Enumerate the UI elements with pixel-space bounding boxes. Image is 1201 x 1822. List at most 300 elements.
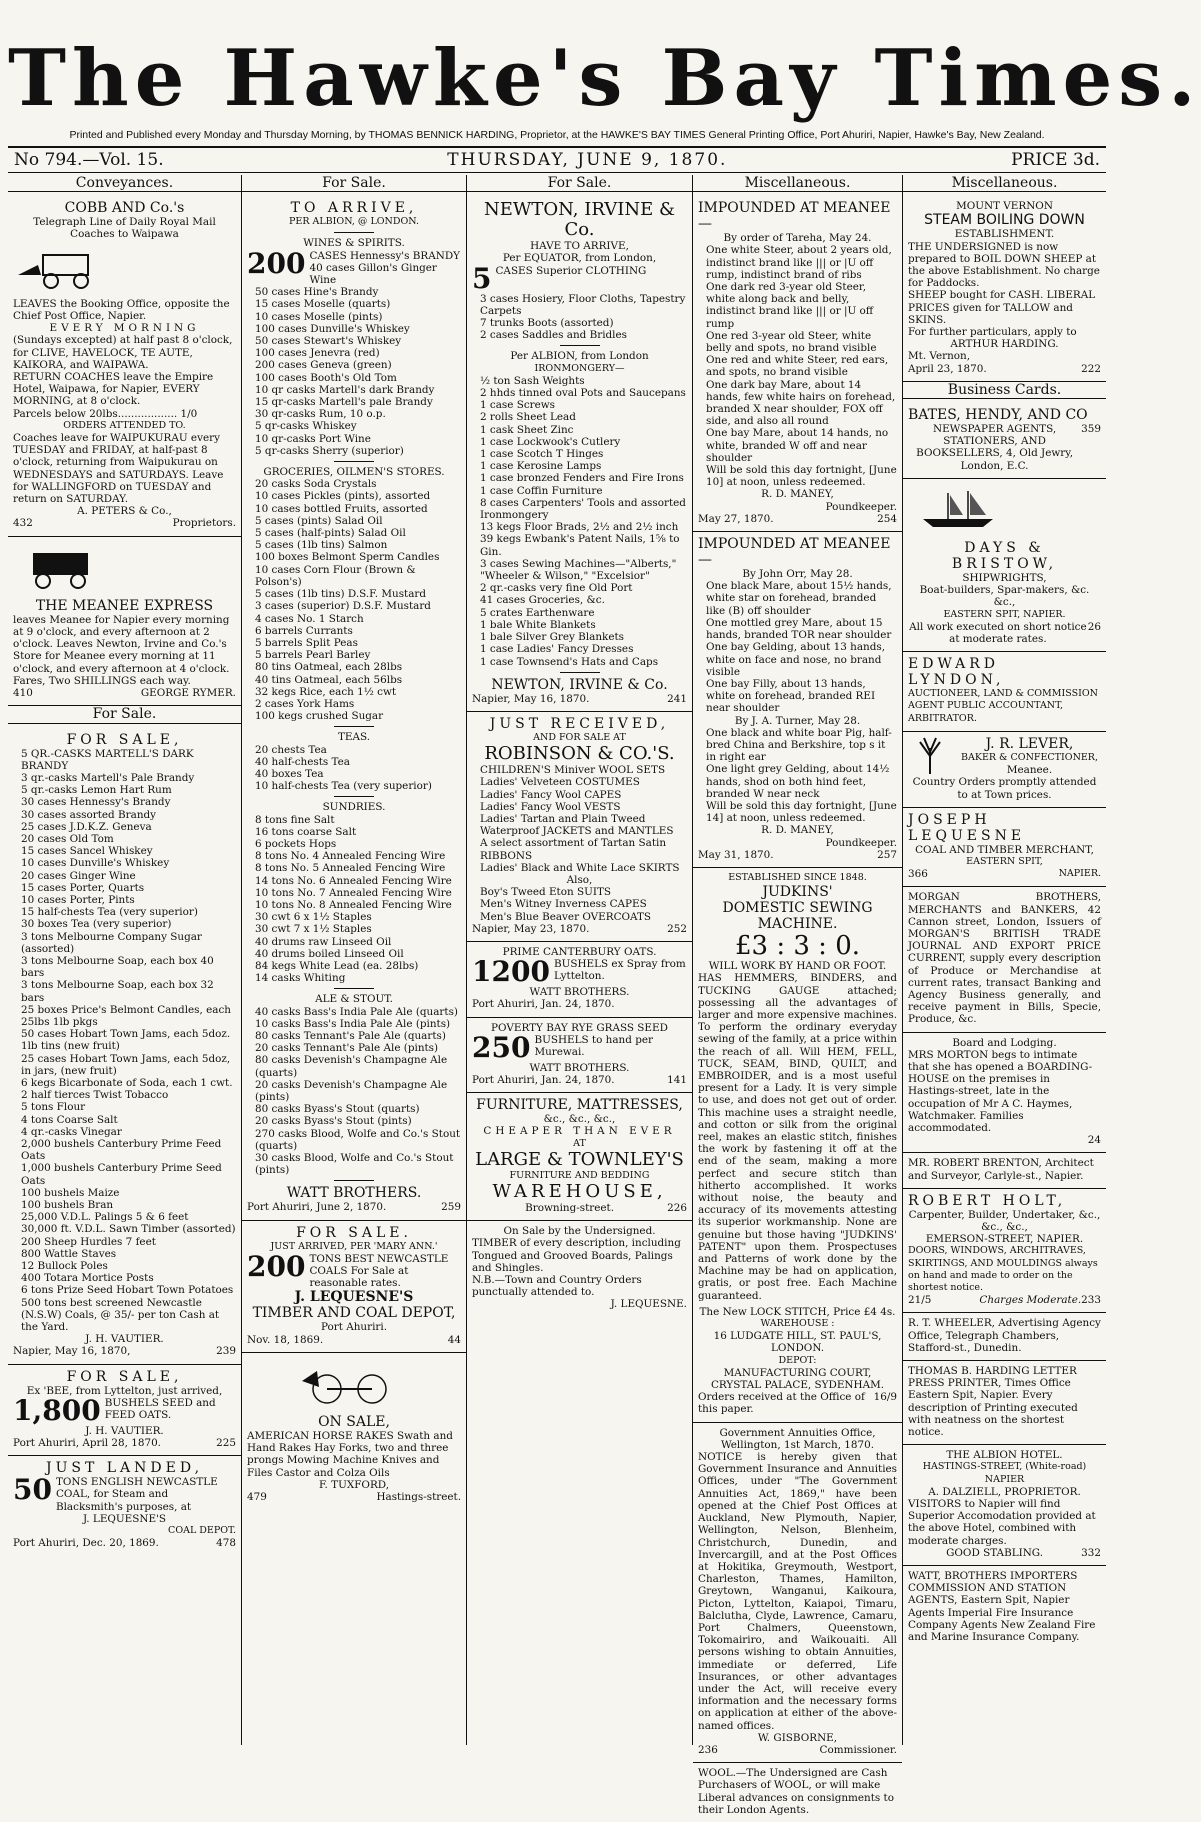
ad-text: ESTABLISHED SINCE 1848. — [728, 871, 867, 883]
ad-watt-brothers — [903, 1566, 1106, 1649]
coach-illustration-icon — [13, 245, 113, 291]
list-item: 10 cases Corn Flour (Brown & Polson's) — [255, 563, 416, 588]
ad-lever — [903, 732, 1106, 808]
list-item: 13 kegs Floor Brads, 2½ and 2½ inch — [480, 521, 679, 534]
ad-footer — [908, 621, 1101, 645]
ad-heading: J. R. LEVER, — [985, 735, 1074, 752]
item-list — [472, 886, 687, 923]
ad-date: Port Ahuriri, Jan. 24, 1870. — [472, 998, 615, 1011]
newspaper-title: The Hawke's Bay Times. — [8, 33, 1201, 124]
list-item: CHILDREN'S Miniver WOOL SETS — [480, 764, 666, 777]
list-item: 800 Wattle Staves — [21, 1247, 117, 1260]
ad-text: 16 LUDGATE HILL, ST. PAUL'S, LONDON. — [713, 1330, 882, 1355]
ad-number: 236 — [698, 1743, 718, 1756]
ad-heading: FOR SALE, — [66, 1368, 183, 1385]
ad-text: EVERY MORNING — [49, 322, 200, 335]
ad-text: BUSHELS ex Spray from Lyttelton. — [553, 958, 686, 983]
list-item: 270 casks Blood, Wolfe and Co.'s Stout (quarts) — [255, 1127, 461, 1152]
list-item: 20 cases Old Tom — [21, 832, 114, 845]
ad-signature: Hastings-street. — [376, 1491, 461, 1504]
ad-text: By J. A. Turner, May 28. — [734, 714, 861, 727]
ad-date: Port Ahuriri, June 2, 1870. — [247, 1201, 387, 1214]
list-item: 39 kegs Ewbank's Patent Nails, 1⅝ to Gin. — [480, 533, 680, 558]
list-item: 5 barrels Split Peas — [255, 636, 358, 649]
ad-text: Per EQUATOR, from London, — [502, 252, 657, 265]
ad-date: Nov. 18, 1869. — [247, 1333, 324, 1346]
ad-footer — [908, 1547, 1101, 1559]
list-item: 5 barrels Pearl Barley — [255, 649, 371, 662]
ad-text: VISITORS to Napier will find Superior Accomodation provided at the above Hotel, combined with moderate charges. — [908, 1498, 1096, 1547]
list-item: 50 cases Hine's Brandy — [255, 286, 379, 299]
list-item: 2 rolls Sheet Lead — [480, 411, 576, 424]
ad-subheading: SHIPWRIGHTS, — [962, 572, 1047, 585]
masthead — [8, 0, 1201, 128]
firm-name: WAREHOUSE, — [492, 1180, 667, 1202]
ad-signature: J. LEQUESNE. — [610, 1298, 687, 1311]
list-item: 5 QR.-CASKS MARTELL'S DARK BRANDY — [21, 747, 194, 772]
list-item: 4 tons Coarse Salt — [21, 1113, 118, 1126]
list-item: 25,000 V.D.L. Palings 5 & 6 feet — [21, 1211, 189, 1224]
list-item: Boy's Tweed Eton SUITS — [480, 886, 611, 899]
ad-heading: FURNITURE, MATTRESSES, — [476, 1097, 683, 1114]
ad-text: By order of Tareha, May 24. — [723, 232, 872, 245]
ad-date: May 31, 1870. — [698, 848, 774, 861]
list-item: 1 cask Sheet Zinc — [480, 423, 574, 436]
list-item: 5 cases (half-pints) Salad Oil — [255, 527, 406, 540]
price: £3 : 3 : 0. — [734, 931, 860, 962]
issue-number: No 794.—Vol. 15. — [14, 150, 164, 170]
list-item: 80 tins Oatmeal, each 28lbs — [255, 661, 403, 674]
ad-date: Port Ahuriri, Dec. 20, 1869. — [13, 1537, 159, 1550]
list-item: ½ ton Sash Weights — [480, 374, 585, 387]
list-item: 16 tons coarse Salt — [255, 825, 357, 838]
list-item: 30 cases Hennessy's Brandy — [21, 796, 171, 809]
list-item: Men's Blue Beaver OVERCOATS — [480, 910, 652, 923]
ad-heading: THE MEANEE EXPRESS — [35, 597, 214, 614]
list-item: 14 casks Whiting — [255, 972, 346, 985]
list-item: 8 tons No. 5 Annealed Fencing Wire — [255, 862, 446, 875]
list-item: 40 casks Bass's India Pale Ale (quarts) — [255, 1005, 458, 1018]
firm-name: TIMBER AND COAL DEPOT, — [252, 1305, 456, 1322]
ad-lequesne-coals — [242, 1221, 466, 1353]
ad-number: 26 — [1087, 620, 1101, 633]
ad-brenton — [903, 1153, 1106, 1188]
ad-joseph-lequesne — [903, 808, 1106, 888]
ad-signature: Poundkeeper. — [825, 836, 897, 849]
list-item: 14 tons No. 6 Annealed Fencing Wire — [255, 874, 452, 887]
ad-wheeler — [903, 1313, 1106, 1361]
big-number: 1,800 — [13, 1393, 101, 1427]
list-item: 6 tons Prize Seed Hobart Town Potatoes — [21, 1284, 234, 1297]
list-item: 5 cases (pints) Salad Oil — [255, 514, 383, 527]
ad-signature: R. D. MANEY, — [761, 824, 834, 837]
list-item: Will be sold this day fortnight, [June 14] at noon, unless redeemed. — [706, 799, 897, 825]
ad-text: THE UNDERSIGNED is now prepared to BOIL DOWN SHEEP at the above Establishment. No charge for Paddocks. — [908, 240, 1100, 290]
ad-subheading: COAL AND TIMBER MERCHANT, — [915, 843, 1094, 856]
ad-number: 479 — [247, 1491, 267, 1504]
ad-heading: EDWARD LYNDON, — [908, 656, 1005, 689]
list-item: 15 cases Porter, Quarts — [21, 881, 145, 894]
ad-impounded-2 — [693, 532, 902, 868]
firm-name: LARGE & TOWNLEY'S — [475, 1148, 684, 1170]
list-item: 2 qr.-casks very fine Old Port — [480, 582, 633, 595]
ad-text: All work executed on short notice at moderate rates. — [909, 620, 1087, 646]
ad-signature: Commissioner. — [819, 1743, 897, 1756]
ad-signature: ARTHUR HARDING. — [950, 338, 1059, 351]
ad-subheading: AND FOR SALE AT — [533, 731, 626, 743]
list-item: 2 cases Saddles and Bridles — [480, 329, 627, 342]
list-item: 100 kegs crushed Sugar — [255, 710, 384, 723]
ad-heading: NEWTON, IRVINE & Co. — [484, 199, 675, 241]
ad-text: MRS MORTON begs to intimate that she has opened a BOARDING-HOUSE on the premises in Hastings-street, late in the occupation of Mr A C. Haymes, Watchmaker. Families accommodated. — [908, 1048, 1093, 1134]
ad-text: MANUFACTURING COURT, CRYSTAL PALACE, SYDENHAM. — [710, 1366, 885, 1392]
ad-text: WILL WORK BY HAND OR FOOT. — [708, 960, 887, 973]
ad-text: Port Ahuriri. — [320, 1321, 388, 1334]
list-item: 10 cases Pickles (pints), assorted — [255, 490, 431, 503]
big-number: 200 — [247, 1249, 306, 1283]
list-item: 10 half-chests Tea (very superior) — [255, 780, 432, 793]
ad-number: 252 — [667, 922, 687, 935]
ad-subheading: PER ALBION, @ LONDON. — [289, 216, 419, 228]
list-item: 10 qr-casks Port Wine — [255, 432, 371, 445]
list-item: 80 casks Byass's Stout (quarts) — [255, 1103, 420, 1116]
ad-subheading: JUST ARRIVED, PER 'MARY ANN.' — [270, 1240, 438, 1252]
ad-signature: COAL DEPOT. — [168, 1525, 236, 1537]
list-item: 1 case Townsend's Hats and Caps — [480, 655, 659, 668]
list-item: Ladies' Fancy Wool VESTS — [480, 800, 621, 813]
ad-wool — [693, 1763, 902, 1822]
list-item: A select assortment of Tartan Satin RIBBONS — [480, 837, 667, 862]
section-heading: For Sale. — [467, 175, 692, 192]
ad-morgan-brothers — [903, 887, 1106, 1032]
ad-signature: J. H. VAUTIER. — [85, 1424, 164, 1437]
ad-text: Coaches leave for WAIPUKURAU every TUESDAY and FRIDAY, at half-past 8 o'clock, returning from Waipukurau on WEDNESDAYS and SATURDAYS. Leave for WALLINGFORD on TUESDAY and return on SATURDAY. — [13, 432, 224, 506]
list-item: 1 case bronzed Fenders and Fire Irons — [480, 472, 684, 485]
ad-government-annuities — [693, 1423, 902, 1763]
ad-date: Mt. Vernon, — [908, 350, 971, 363]
big-number: 250 — [472, 1030, 531, 1064]
ad-heading: Government Annuities Office, — [719, 1426, 876, 1439]
list-item: 25 boxes Price's Belmont Candles, each 25lbs 1lb pkgs — [21, 1003, 231, 1028]
list-item: 3 tons Melbourne Soap, each box 40 bars — [21, 954, 214, 980]
ad-heading: STEAM BOILING DOWN — [924, 212, 1085, 229]
list-item: 40 tins Oatmeal, each 56lbs — [255, 673, 403, 686]
section-heading: Miscellaneous. — [903, 175, 1106, 192]
list-item: 40 boxes Tea — [255, 767, 324, 780]
list-item: 2 hhds tinned oval Pots and Saucepans — [480, 387, 686, 400]
list-item: 15 cases Sancel Whiskey — [21, 845, 153, 858]
item-list — [247, 1006, 461, 1177]
ad-signature: J. H. VAUTIER. — [85, 1333, 164, 1346]
list-item: One dark red 3-year old Steer, white along back and belly, indistinct brand like ||| or |U off rump — [706, 281, 874, 330]
list-item: 2,000 bushels Canterbury Prime Feed Oats — [21, 1138, 222, 1163]
ad-date: April 23, 1870. — [908, 362, 987, 375]
ad-text: TONS ENGLISH NEWCASTLE COAL, for Steam and Blacksmith's purposes, at — [55, 1476, 218, 1513]
list-item: 20 casks Devenish's Champagne Ale (pints) — [255, 1078, 448, 1104]
ad-text: EASTERN SPIT, NAPIER. — [943, 608, 1066, 620]
ad-number: 257 — [877, 848, 897, 861]
column-3 — [467, 175, 693, 1745]
ad-meanee-express — [8, 537, 241, 707]
list-item: 6 barrels Currants — [255, 624, 353, 637]
horse-rake-illustration-icon — [247, 1361, 447, 1407]
ad-lyndon — [903, 652, 1106, 732]
ad-text: CASES Superior CLOTHING — [495, 264, 647, 277]
big-number: 200 — [247, 246, 306, 280]
ad-text: AMERICAN HORSE RAKES Swath and Hand Rakes Hay Forks, two and three prongs Mowing Machine Knives and Files Castor and Colza Oils — [247, 1430, 453, 1479]
ad-harding — [903, 1361, 1106, 1445]
ad-albion-hotel — [903, 1445, 1106, 1566]
ad-heading: JUST LANDED, — [45, 1460, 204, 1477]
ad-number: 222 — [1081, 362, 1101, 375]
list-item: 30 cases assorted Brandy — [21, 808, 157, 821]
list-heading: WINES & SPIRITS. — [303, 237, 405, 250]
ad-footer — [698, 1744, 897, 1756]
list-item: One bay Filly, about 13 hands, white on forehead, branded REI near shoulder — [706, 677, 876, 715]
list-item: One red 3-year old Steer, white belly and spots, no brand visible — [706, 329, 877, 355]
list-item: 1 bale White Blankets — [480, 618, 596, 631]
ad-signature: F. TUXFORD, — [318, 1478, 390, 1491]
ad-text: AUCTIONEER, LAND & COMMISSION AGENT PUBLIC ACCOUNTANT, ARBITRATOR. — [908, 688, 1098, 724]
list-item: 32 kegs Rice, each 1½ cwt — [255, 685, 397, 698]
list-item: One white Steer, about 2 years old, indistinct brand like ||| or |U off rump, indistinct brand of ribs — [706, 244, 892, 281]
ad-cobb-coaches — [8, 196, 241, 536]
ad-text: Ex 'BEE, from Lyttelton, just arrived, — [26, 1384, 223, 1397]
list-item: 30,000 ft. V.D.L. Sawn Timber (assorted) — [21, 1223, 236, 1236]
ad-text: THOMAS B. HARDING LETTER PRESS PRINTER, Times Office Eastern Spit, Napier. Every description of Printing executed with neatness on the shortest notice. — [908, 1365, 1078, 1439]
list-item: 25 cases Hobart Town Jams, each 5doz, in jars, (new fruit) — [21, 1052, 231, 1077]
ad-footer — [13, 1345, 236, 1357]
ad-bates-hendy — [903, 403, 1106, 479]
ad-text: NOTICE is hereby given that Government Insurance and Annuities Offices, under "The Government Annuities Act, 1869," have been opened at the Chief Post Offices at Auckland, New Plymouth, Napier, Wellington, Nelson, Blenheim, Christchurch, Dunedin, and Invercargill, and at the Post Offices at Hokitika, Greymouth, Westport, Charleston, Thames, Hamilton, Greytown, Wanganui, Kaikoura, Picton, Lyttelton, Kaiapoi, Timaru, Balclutha, Clyde, Lawrence, Camaru, Port Chalmers, Queenstown, Tokomairiro, and Waikouaiti. All persons wishing to obtain Annuities, immediate or deferred, Life Insurances, or other advantages under the Act, will receive every information and the necessary forms on application at either of the above-named offices. — [698, 1451, 897, 1732]
list-item: 3 cases (superior) D.S.F. Mustard — [255, 600, 431, 613]
list-item: 40 half-chests Tea — [255, 755, 350, 768]
list-item: 3 cases Hosiery, Floor Cloths, Tapestry Carpets — [480, 292, 686, 317]
ad-text: MORGAN BROTHERS, MERCHANTS and BANKERS, 42 Cannon street, London, Issuers of MORGAN'S BRITISH TRADE JOURNAL AND EXPORT PRICE CURRENT, supply every description of Produce or Merchandise at current rates, transact Banking and Agency Business generally, and receive payment in Bills, Specie, Produce, &c. — [908, 891, 1101, 1026]
list-item: 10 qr casks Martell's dark Brandy — [255, 383, 435, 396]
ad-mount-vernon — [903, 196, 1106, 382]
ad-text: NAPIER. — [1058, 868, 1101, 880]
list-item: 15 qr-casks Martell's pale Brandy — [255, 396, 433, 409]
list-item: 3 tons Melbourne Company Sugar (assorted) — [21, 930, 202, 955]
section-heading: Business Cards. — [903, 382, 1106, 399]
ad-text: EASTERN SPIT, — [966, 855, 1043, 867]
ad-text: WOOL.—The Undersigned are Cash Purchasers of WOOL, or will make Liberal advances on consignments to their London Agents. — [698, 1767, 894, 1816]
ad-heading: JUST RECEIVED, — [489, 715, 670, 732]
ad-text: AT — [573, 1137, 586, 1149]
ad-vautier-sale — [8, 728, 241, 1365]
list-item: Ladies' Tartan and Plain Tweed Waterproof JACKETS and MANTLES — [480, 812, 674, 838]
ad-number: 225 — [216, 1437, 236, 1450]
ad-text: ORDERS ATTENDED TO. — [63, 419, 186, 431]
item-list — [247, 478, 461, 722]
ad-text: DEPOT: — [778, 1354, 817, 1366]
columns — [8, 175, 1106, 1816]
ad-number: 233 — [1081, 1294, 1101, 1307]
big-number: 50 — [13, 1473, 52, 1507]
ad-text: Browning-street. — [525, 1201, 615, 1214]
list-item: 3 cases Sewing Machines—"Alberts," "Wheeler & Wilson," "Excelsior" — [480, 557, 677, 583]
ad-text: WATT, BROTHERS IMPORTERS COMMISSION AND STATION AGENTS, Eastern Spit, Napier Agents Imperial Fire Insurance Company Agents New Zealand Fire and Marine Insurance Company. — [908, 1570, 1096, 1644]
ad-heading: Board and Lodging. — [952, 1036, 1057, 1049]
ad-text: &c., &c., &c., — [543, 1113, 616, 1126]
list-item: 4 cases No. 1 Starch — [255, 612, 364, 625]
section-heading: For Sale. — [242, 175, 466, 192]
ad-text: Per ALBION, from London — [510, 350, 649, 363]
ad-subheading: Telegraph Line of Daily Royal Mail Coaches to Waipawa — [33, 216, 216, 241]
list-item: 400 Totara Mortice Posts — [21, 1272, 154, 1285]
ad-board-lodging — [903, 1033, 1106, 1154]
ad-number: 24 — [1087, 1134, 1101, 1147]
ad-number: 359 — [1081, 423, 1101, 436]
ad-text: RETURN COACHES leave the Empire Hotel, Waipawa, for Napier, EVERY MORNING, at 8 o'clock. — [13, 371, 214, 408]
list-item: 8 tons No. 4 Annealed Fencing Wire — [255, 850, 446, 863]
section-heading: For Sale. — [8, 706, 241, 723]
list-item: 25 cases J.D.K.Z. Geneva — [21, 820, 152, 833]
item-list — [472, 293, 687, 342]
ad-heading: On Sale by the Undersigned. — [503, 1225, 656, 1238]
item-list — [698, 580, 897, 714]
list-item: 10 cases bottled Fruits, assorted — [255, 502, 428, 515]
item-list — [247, 744, 461, 793]
list-item: 10 cases Porter, Pints — [21, 893, 135, 906]
ad-signature: WATT BROTHERS. — [529, 1061, 630, 1074]
list-item: 40 drums boiled Linseed Oil — [255, 947, 404, 960]
ad-number: 478 — [216, 1537, 236, 1550]
ad-heading: DAYS & BRISTOW, — [951, 540, 1058, 573]
ad-text: EMERSON-STREET, NAPIER. — [925, 1233, 1084, 1246]
ad-text: BUSHELS SEED and FEED OATS. — [104, 1396, 216, 1422]
ad-heading: THE ALBION HOTEL. — [946, 1449, 1063, 1462]
ad-footer — [472, 1074, 687, 1086]
ad-number: 16/9 — [873, 1391, 897, 1404]
ad-heading: IMPOUNDED AT MEANEE— — [698, 200, 891, 233]
ad-date: May 27, 1870. — [698, 512, 774, 525]
ad-footer — [472, 923, 687, 935]
ad-footer — [13, 1437, 236, 1449]
ad-footer — [247, 1491, 461, 1503]
ship-illustration-icon — [908, 487, 1008, 533]
ad-number: 21/5 — [908, 1294, 932, 1307]
list-item: 2 cases York Hams — [255, 697, 355, 710]
list-item: 20 cases Ginger Wine — [21, 869, 136, 882]
section-heading: Miscellaneous. — [693, 175, 902, 192]
coach-illustration-icon — [13, 545, 113, 591]
ad-large-townley — [467, 1093, 692, 1221]
ad-signature: R. D. MANEY, — [761, 488, 834, 501]
ad-text: Also, — [566, 873, 593, 886]
list-item: 20 chests Tea — [255, 743, 327, 756]
ad-footer — [13, 687, 236, 699]
list-item: 20 casks Byass's Stout (pints) — [255, 1115, 412, 1128]
wheat-sheaf-icon — [908, 736, 952, 776]
ad-text: NEWSPAPER AGENTS, STATIONERS, AND BOOKSELLERS, 4, Old Jewry, London, E.C. — [916, 423, 1074, 472]
ad-subheading: HAVE TO ARRIVE, — [530, 240, 629, 253]
list-item: 10 cases Dunville's Whiskey — [21, 857, 170, 870]
list-item: 4 qr.-casks Vinegar — [21, 1125, 122, 1138]
ad-footer — [908, 363, 1101, 375]
ad-heading: MOUNT VERNON — [956, 200, 1053, 213]
list-item: 30 cwt 6 x 1½ Staples — [255, 911, 372, 924]
ad-text: R. T. WHEELER, Advertising Agency Office, Telegraph Chambers, Stafford-st., Dunedin. — [908, 1317, 1101, 1354]
ad-signature: WATT BROTHERS. — [529, 986, 630, 999]
ad-rye-grass — [467, 1018, 692, 1094]
ad-number: 226 — [667, 1201, 687, 1214]
ad-text: CASES Hennessy's BRANDY — [309, 249, 461, 262]
ad-heading: JOSEPH LEQUESNE — [908, 811, 1026, 844]
ad-text: SHEEP bought for CASH. LIBERAL PRICES given for TALLOW and SKINS. — [908, 289, 1096, 326]
ad-newton-irvine — [467, 196, 692, 712]
list-item: One bay Mare, about 14 hands, no white, branded W off and near shoulder — [706, 427, 889, 464]
ad-footer — [908, 868, 1101, 880]
ad-date: Napier, May 16, 1870, — [13, 1345, 131, 1358]
big-number: 1200 — [472, 955, 550, 989]
list-item: 1 case Ladies' Fancy Dresses — [480, 643, 634, 656]
list-item: 2 half tierces Twist Tobacco — [21, 1089, 169, 1102]
list-item: 41 cases Groceries, &c. — [480, 594, 605, 607]
ad-subheading: BAKER & CONFECTIONER, — [961, 751, 1098, 763]
list-item: 1,000 bushels Canterbury Prime Seed Oats — [21, 1162, 222, 1187]
item-list — [472, 375, 687, 668]
ad-number: 239 — [216, 1345, 236, 1358]
section-heading: Conveyances. — [8, 175, 241, 192]
ad-number: 432 — [13, 517, 33, 530]
list-item: 10 tons No. 8 Annealed Fencing Wire — [255, 898, 452, 911]
list-heading: TEAS. — [337, 731, 371, 744]
ad-footer — [13, 1537, 236, 1549]
ad-text: GOOD STABLING. — [946, 1546, 1044, 1559]
ad-footer — [472, 1202, 687, 1214]
ad-text: Country Orders promptly attended to at Town prices. — [912, 776, 1097, 801]
ad-tuxford-rakes — [242, 1353, 466, 1509]
list-item: 80 casks Tennant's Pale Ale (quarts) — [255, 1030, 446, 1042]
ad-heading: COBB AND Co.'s — [64, 200, 185, 217]
ad-text: Carpenter, Builder, Undertaker, &c., &c., &c., — [908, 1208, 1101, 1233]
ad-heading: IMPOUNDED AT MEANEE— — [698, 536, 891, 569]
column-2 — [242, 175, 467, 1745]
list-item: 12 Bullock Poles — [21, 1260, 108, 1273]
ad-text: The New LOCK STITCH, Price £4 4s. — [699, 1305, 896, 1318]
ad-footer — [698, 849, 897, 861]
list-item: 100 cases Booth's Old Tom — [255, 371, 397, 384]
list-item: 10 casks Bass's India Pale Ale (pints) — [255, 1017, 451, 1030]
ad-signature: NEWTON, IRVINE & Co. — [491, 676, 668, 693]
list-item: 50 cases Stewart's Whiskey — [255, 335, 402, 348]
ad-signature: GEORGE RYMER. — [140, 687, 236, 700]
list-heading: SUNDRIES. — [322, 801, 386, 814]
ad-number: 254 — [877, 512, 897, 525]
item-list — [698, 727, 897, 825]
ad-signature: WATT BROTHERS. — [286, 1185, 422, 1202]
ad-seed-oats — [8, 1365, 241, 1457]
list-item: 5 tons Flour — [21, 1101, 86, 1114]
list-item: 1 case Scotch T Hinges — [480, 448, 604, 461]
item-list — [13, 748, 236, 1334]
list-item: 30 casks Blood, Wolfe and Co.'s Stout (pints) — [255, 1152, 454, 1177]
ad-heading: POVERTY BAY RYE GRASS SEED — [491, 1021, 668, 1034]
list-item: 100 bushels Maize — [21, 1186, 120, 1199]
list-item: Men's Witney Inverness CAPES — [480, 898, 647, 911]
ad-number: 410 — [13, 687, 33, 700]
ad-days-bristow — [903, 479, 1106, 652]
list-item: 5 crates Earthenware — [480, 606, 595, 619]
list-item: Ladies' Velveteen COSTUMES — [480, 776, 640, 789]
ad-text: Orders received at the Office of this paper. — [698, 1391, 865, 1416]
dateline — [8, 146, 1106, 173]
ad-heading: BATES, HENDY, AND CO — [908, 407, 1088, 424]
list-item: 200 Sheep Hurdles 7 feet — [21, 1235, 156, 1248]
ad-number: 332 — [1081, 1546, 1101, 1559]
